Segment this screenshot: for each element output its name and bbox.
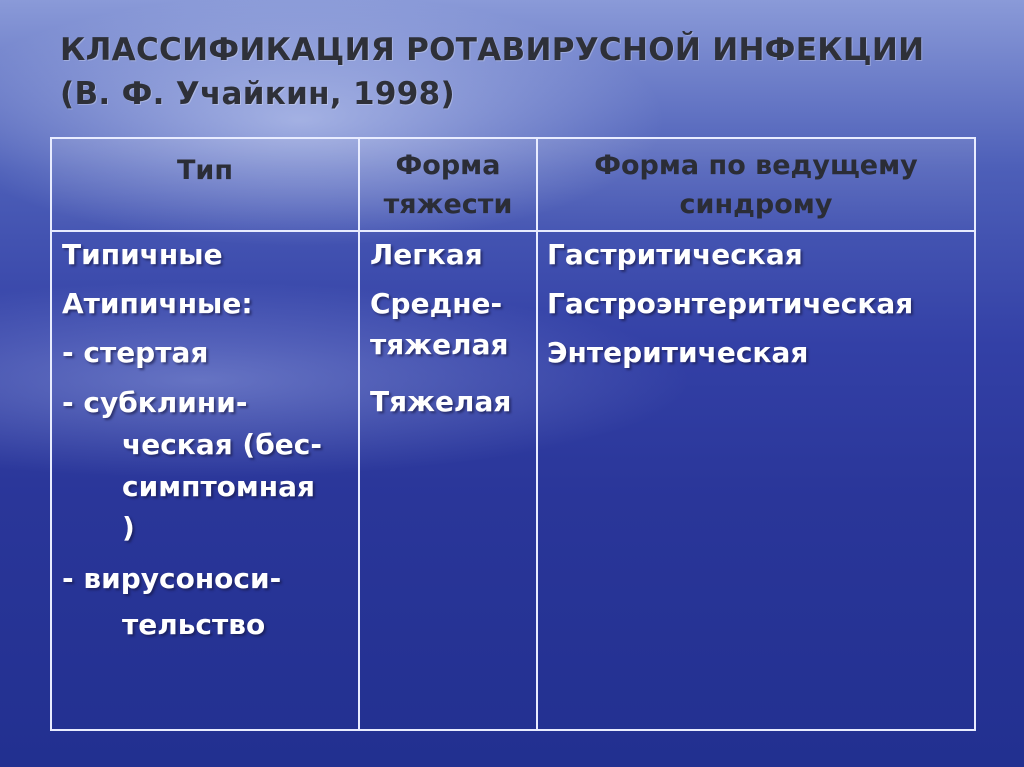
header-type	[52, 139, 358, 230]
type-subclinical-line3: симптомная	[122, 470, 316, 503]
syndrome-enteritic: Энтеритическая	[547, 336, 809, 369]
header-syndrome-line2: синдрому	[679, 188, 833, 220]
severity-cell	[370, 232, 536, 729]
syndrome-cell	[547, 232, 972, 729]
severity-light: Легкая	[370, 238, 483, 271]
header-severity	[360, 139, 536, 230]
type-erased: - стертая	[62, 336, 209, 369]
type-subclinical-line1: - субклини-	[62, 386, 248, 419]
type-subclinical-line4: )	[122, 511, 135, 544]
syndrome-gastritic: Гастритическая	[547, 238, 803, 271]
header-severity-line1: Форма	[395, 149, 501, 181]
type-carrier-line2: тельство	[122, 608, 266, 641]
classification-table	[50, 137, 976, 731]
slide-title-line2: (В. Ф. Учайкин, 1998)	[60, 76, 455, 112]
header-syndrome	[538, 139, 974, 230]
syndrome-gastroenteritic: Гастроэнтеритическая	[547, 287, 914, 320]
type-carrier-line1: - вирусоноси-	[62, 562, 282, 595]
header-syndrome-line1: Форма по ведущему	[594, 149, 918, 181]
slide-title-line1: КЛАССИФИКАЦИЯ РОТАВИРУСНОЙ ИНФЕКЦИИ	[60, 32, 925, 68]
slide-title	[60, 28, 924, 116]
type-subclinical-line2: ческая (бес-	[122, 428, 322, 461]
type-typical: Типичные	[62, 238, 223, 271]
severity-medium-line2: тяжелая	[370, 328, 509, 361]
type-atypical: Атипичные:	[62, 287, 253, 320]
header-type-label: Тип	[177, 155, 233, 186]
severity-medium-line1: Средне-	[370, 287, 503, 320]
header-severity-line2: тяжести	[383, 188, 513, 220]
severity-severe: Тяжелая	[370, 385, 512, 418]
type-cell	[62, 232, 356, 729]
